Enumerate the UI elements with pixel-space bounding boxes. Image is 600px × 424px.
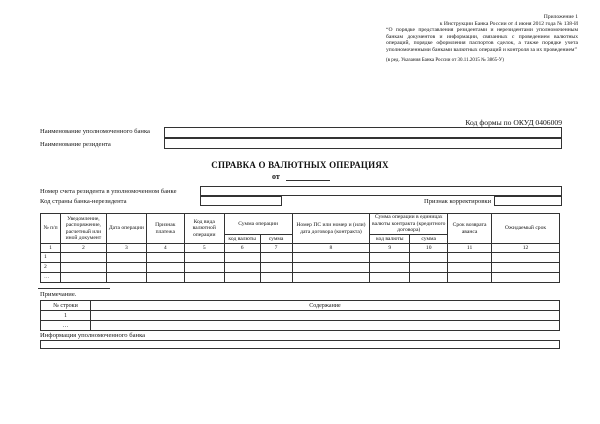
table-cell[interactable] [448,263,492,273]
table-header-row [41,214,560,235]
notes-header-row-number: № строки [41,301,91,311]
header-payment-sign: Признак платежа [146,214,184,244]
date-field[interactable] [286,180,330,181]
header-op-amount: сумма [260,235,292,244]
resident-name-label: Наименование резидента [40,141,111,148]
table-cell[interactable] [260,273,292,283]
col-number: 1 [41,244,61,253]
table-cell[interactable] [292,263,370,273]
okud-code: Код формы по ОКУД 0406009 [465,118,562,127]
col-number: 7 [260,244,292,253]
appendix-instruction-title: “О порядке представления резидентами и нерезидентами уполномоченным банкам документов и информации, связанных с проведением валютных операций, порядке оформления паспортов сделок, а также порядке учета уполномоченными банками валютных операций и контроля за их проведением” [386,27,578,53]
table-cell[interactable] [292,273,370,283]
bank-info-field[interactable] [40,340,560,349]
col-number: 2 [60,244,106,253]
header-notice: Уведомление, распоряжение, расчетный или иной документ [60,214,106,244]
table-cell[interactable] [146,253,184,263]
header-op-date: Дата операции [106,214,146,244]
table-cell[interactable] [224,253,260,263]
header-n: № п/п [41,214,61,244]
table-cell[interactable] [260,253,292,263]
col-number: 3 [106,244,146,253]
table-cell[interactable] [448,273,492,283]
col-number: 6 [224,244,260,253]
table-cell[interactable] [60,263,106,273]
correction-field[interactable] [494,196,562,206]
table-cell[interactable] [184,253,224,263]
table-cell[interactable] [492,263,560,273]
appendix-instruction: к Инструкции Банка России от 4 июня 2012 года № 138-И [439,20,578,27]
appendix-block [386,14,578,64]
row-number: 1 [41,253,61,263]
table-row [41,253,560,263]
column-number-row [41,244,560,253]
table-cell[interactable] [106,263,146,273]
header-contract-amount: сумма [410,235,448,244]
notes-row-number: … [41,321,91,331]
table-cell[interactable] [184,273,224,283]
table-cell[interactable] [410,263,448,273]
col-number: 5 [184,244,224,253]
table-cell[interactable] [60,253,106,263]
resident-name-field[interactable] [164,138,562,149]
table-cell[interactable] [146,263,184,273]
col-number: 4 [146,244,184,253]
account-number-label: Номер счета резидента в уполномоченном банке [40,188,177,195]
bank-info-label: Информация уполномоченного банка [40,332,146,339]
table-cell[interactable] [370,263,410,273]
appendix-edition-note: (в ред. Указания Банка России от 30.11.2015 № 3865-У) [386,57,504,63]
col-number: 11 [448,244,492,253]
table-cell[interactable] [448,253,492,263]
notes-header-content: Содержание [90,301,559,311]
notes-row-number: 1 [41,311,91,321]
table-cell[interactable] [106,253,146,263]
header-return-term: Срок возврата аванса [448,214,492,244]
bank-name-label: Наименование уполномоченного банка [40,128,150,135]
account-number-field[interactable] [200,186,562,196]
appendix-title: Приложение 1 [543,14,578,20]
bank-name-field[interactable] [164,127,562,138]
country-code-label: Код страны банка-нерезидента [40,198,127,205]
notes-row [41,321,560,331]
table-cell[interactable] [224,273,260,283]
col-number: 8 [292,244,370,253]
row-number: 2 [41,263,61,273]
notes-table [40,300,560,331]
notes-cell[interactable] [90,321,559,331]
table-row [41,273,560,283]
table-row [41,263,560,273]
table-cell[interactable] [292,253,370,263]
table-cell[interactable] [224,263,260,273]
col-number: 12 [492,244,560,253]
table-cell[interactable] [410,253,448,263]
header-op-type: Код вида валютной операции [184,214,224,244]
header-contract-sum: Сумма операции в единицах валюты контракта (кредитного договора) [370,214,448,235]
table-cell[interactable] [60,273,106,283]
table-cell[interactable] [492,253,560,263]
notes-cell[interactable] [90,311,559,321]
correction-label: Признак корректировки [424,198,492,205]
table-cell[interactable] [260,263,292,273]
header-ps-number: Номер ПС или номер и (или) дата договора (контракта) [292,214,370,244]
table-cell[interactable] [370,273,410,283]
notes-label: Примечание. [40,291,77,298]
notes-row [41,311,560,321]
table-cell[interactable] [410,273,448,283]
header-op-sum: Сумма операции [224,214,292,235]
header-expected-term: Ожидаемый срок [492,214,560,244]
table-cell[interactable] [146,273,184,283]
col-number: 10 [410,244,448,253]
table-cell[interactable] [370,253,410,263]
table-cell[interactable] [106,273,146,283]
operations-table [40,213,560,283]
table-cell[interactable] [492,273,560,283]
separator-line [38,288,110,289]
header-contract-currency-code: код валюты [370,235,410,244]
country-code-field[interactable] [200,196,282,206]
table-cell[interactable] [184,263,224,273]
row-number: … [41,273,61,283]
notes-header-row [41,301,560,311]
col-number: 9 [370,244,410,253]
form-title: СПРАВКА О ВАЛЮТНЫХ ОПЕРАЦИЯХ [211,160,389,170]
header-op-currency-code: код валюты [224,235,260,244]
date-from-label: от [272,172,280,181]
